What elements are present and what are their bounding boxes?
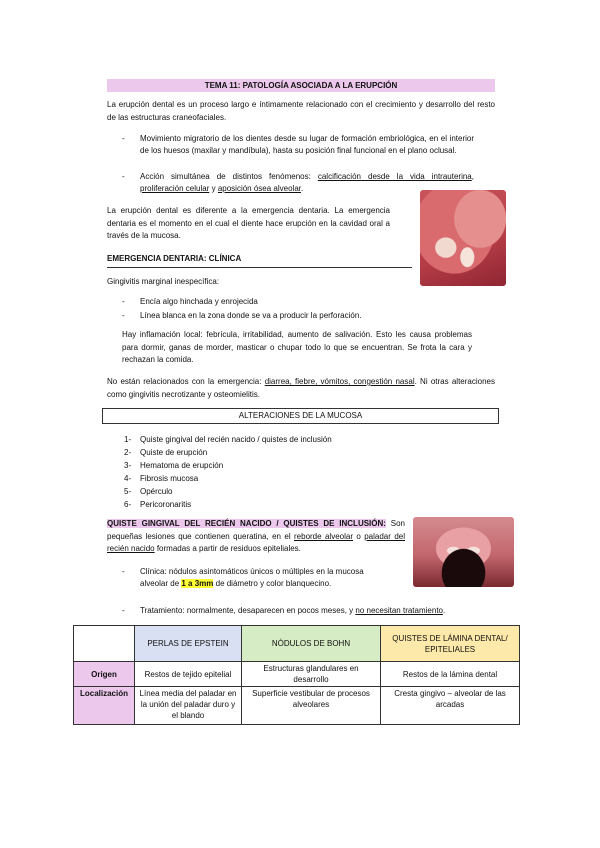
bullet-item [122, 310, 474, 322]
bullet-text: Línea blanca en la zona donde se va a producir la perforación. [140, 311, 362, 320]
emergence-paragraph: La erupción dental es diferente a la emergencia dentaria. La emergencia dentaria es el momento en el cual el diente hace erupción en la cavidad oral a través de la mucosa. [107, 206, 390, 240]
list-item: 4- Fibrosis mucosa [124, 474, 199, 483]
section-box-heading: ALTERACIONES DE LA MUCOSA [102, 408, 499, 424]
bullet-text: Movimiento migratorio de los dientes desde su lugar de formación embriológica, en el interior de los huesos (maxilar y mandíbula), hasta su posición final funcional en el plano oclusal. [140, 134, 474, 155]
intro-paragraph: La erupción dental es un proceso largo e íntimamente relacionado con el crecimiento y desarrollo del resto de las estructuras craneofaciales. [107, 100, 495, 122]
underlined-term: aposición ósea alveolar [217, 184, 301, 193]
highlighted-size: 1 a 3mm [181, 579, 214, 588]
bullet-text: Clínica: nódulos asintomáticos únicos o múltiples en la mucosa alveolar de 1 a 3mm de diámetro y color blanquecino. [140, 567, 364, 588]
newborn-cyst-photo [413, 517, 514, 587]
underlined-term: diarrea, fiebre, vómitos, congestión nasal [264, 377, 415, 386]
list-item: 1- Quiste gingival del recién nacido / quistes de inclusión [124, 435, 332, 444]
subheading: Gingivitis marginal inespecífica: [107, 277, 220, 286]
bullet-item [122, 566, 382, 604]
row-header: Localización [74, 687, 135, 725]
dash-icon: - [122, 311, 125, 320]
underlined-term: calcificación desde la vida intrauterina [317, 172, 472, 181]
dash-icon: - [122, 297, 125, 306]
bullet-item [122, 605, 522, 617]
table-row [74, 687, 520, 725]
cyst-heading: QUISTE GINGIVAL DEL RECIÉN NACIDO / QUISTES DE INCLUSIÓN: [107, 519, 386, 528]
column-header-epstein: PERLAS DE EPSTEIN [135, 626, 242, 662]
table-corner-cell [74, 626, 135, 662]
dash-icon: - [122, 134, 125, 143]
table-cell: Restos de tejido epitelial [135, 662, 242, 687]
bullet-text: Encía algo hinchada y enrojecida [140, 297, 258, 306]
column-header-bohn: NÓDULOS DE BOHN [242, 626, 381, 662]
column-header-lamina: QUISTES DE LÁMINA DENTAL/ EPITELIALES [381, 626, 520, 662]
table-cell: Restos de la lámina dental [381, 662, 520, 687]
list-item: 3- Hematoma de erupción [124, 461, 224, 470]
bullet-text: Tratamiento: normalmente, desaparecen en pocos meses, y no necesitan tratamiento. [140, 606, 446, 615]
table-cell: Línea media del paladar en la unión del paladar duro y el blando [135, 687, 242, 725]
gum-eruption-photo [420, 190, 506, 286]
bullet-item [122, 296, 474, 308]
underlined-term: reborde alveolar [294, 531, 353, 541]
comparison-table [73, 625, 520, 725]
table-cell: Cresta gingivo – alveolar de las arcadas [381, 687, 520, 725]
page-title: TEMA 11: PATOLOGÍA ASOCIADA A LA ERUPCIÓN [107, 79, 495, 92]
table-cell: Superficie vestibular de procesos alveolares [242, 687, 381, 725]
table-header-row [74, 626, 520, 662]
section-divider [107, 267, 412, 268]
dash-icon: - [122, 606, 125, 615]
table-row [74, 662, 520, 687]
cyst-description: QUISTE GINGIVAL DEL RECIÉN NACIDO / QUISTES DE INCLUSIÓN: Son pequeñas lesiones que contienen queratina, en el reborde alveolar o paladar del recién nacido formadas a partir de residuos epiteliales. [107, 519, 405, 553]
underlined-term: proliferación celular [140, 184, 210, 193]
dash-icon: - [122, 567, 125, 576]
local-inflammation-paragraph: Hay inflamación local: febrícula, irritabilidad, aumento de salivación. Esto les causa problemas para dormir, ganas de morder, masticar o chupar todo lo que se encuentran. Se frota la cara y rechazan la comida. [122, 330, 472, 364]
bullet-item [122, 133, 474, 169]
dash-icon: - [122, 172, 125, 181]
underlined-term: paladar del recién nacido [107, 531, 405, 553]
underlined-term: no necesitan tratamiento [355, 606, 443, 615]
row-header: Origen [74, 662, 135, 687]
bullet-text: Acción simultánea de distintos fenómenos: calcificación desde la vida intrauterina, proliferación celular y aposición ósea alveolar. [140, 172, 474, 193]
list-item: 2- Quiste de erupción [124, 448, 208, 457]
unrelated-symptoms-paragraph: No están relacionados con la emergencia: diarrea, fiebre, vómitos, congestión nasal. Ni otras alteraciones como gingivitis necrotizante y osteomielitis. [107, 377, 495, 399]
list-item: 5- Opérculo [124, 487, 173, 496]
table-cell: Estructuras glandulares en desarrollo [242, 662, 381, 687]
section-heading: EMERGENCIA DENTARIA: CLÍNICA [107, 254, 242, 263]
list-item: 6- Pericoronaritis [124, 500, 192, 509]
